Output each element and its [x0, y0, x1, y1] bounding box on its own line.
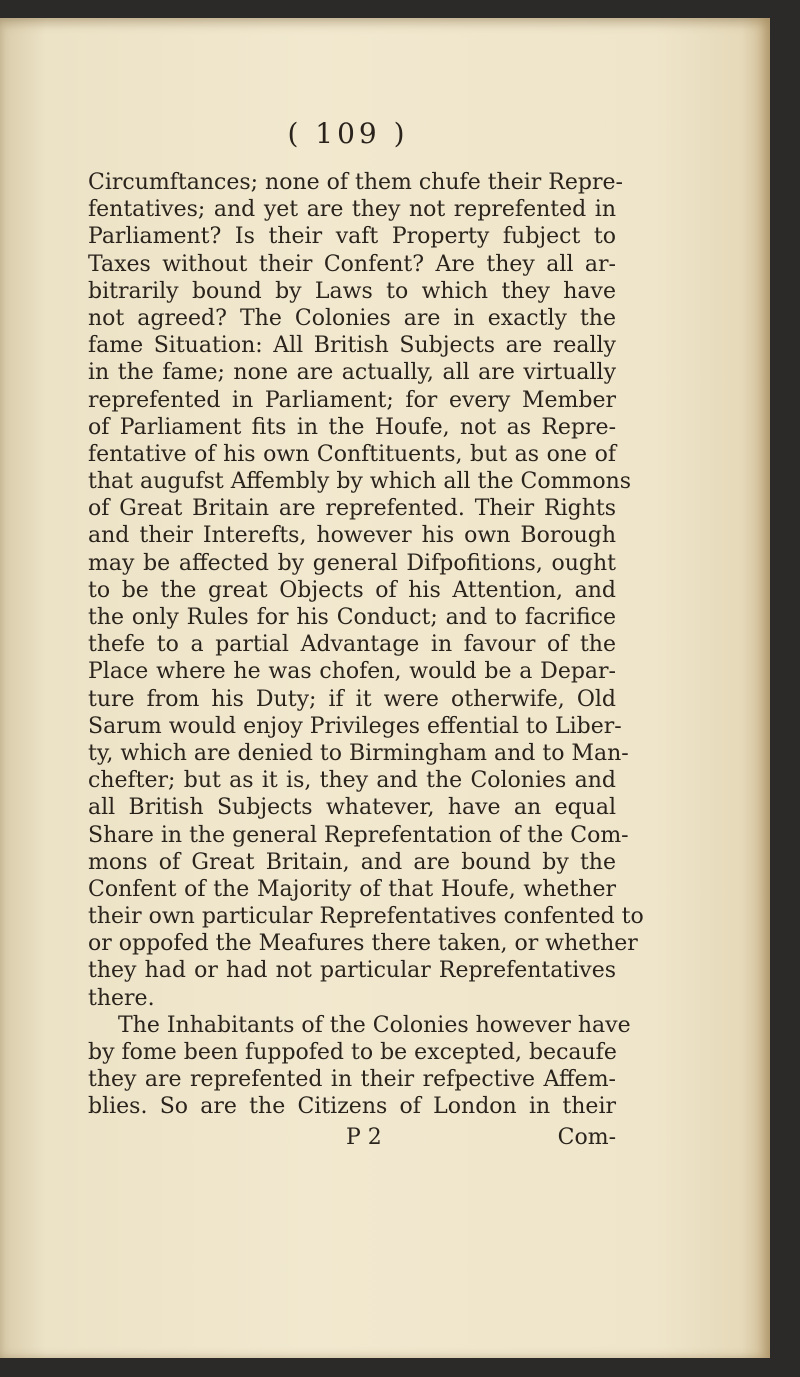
text-line: may be affected by general Difpofitions, ought: [88, 550, 616, 576]
text-line: Confent of the Majority of that Houfe, whether: [88, 876, 616, 902]
signature-mark: P 2: [346, 1124, 382, 1150]
text-line: not agreed? The Colonies are in exactly the: [88, 305, 616, 331]
text-line: or oppofed the Meafures there taken, or whether: [88, 931, 638, 957]
page-number: ( 109 ): [287, 117, 409, 150]
text-line: of Parliament fits in the Houfe, not as Repre-: [88, 414, 616, 440]
text-line: reprefented in Parliament; for every Member: [88, 387, 616, 413]
page-footer: [88, 1123, 616, 1153]
text-line: that augufst Affembly by which all the Commons: [88, 469, 632, 495]
text-line: blies. So are the Citizens of London in their: [88, 1094, 616, 1120]
text-line: Taxes without their Confent? Are they all ar-: [88, 251, 616, 277]
text-line: chefter; but as it is, they and the Colonies and: [88, 768, 616, 794]
text-line: all British Subjects whatever, have an equal: [88, 795, 616, 821]
paragraph-first-line: The Inhabitants of the Colonies however have: [118, 1012, 631, 1038]
text-line: thefe to a partial Advantage in favour of the: [88, 632, 616, 658]
text-line: Place where he was chofen, would be a Depar-: [88, 659, 616, 685]
text-line: mons of Great Britain, and are bound by the: [88, 849, 616, 875]
text-line: to be the great Objects of his Attention, and: [88, 577, 616, 603]
text-line: ty, which are denied to Birmingham and to Man-: [88, 740, 629, 766]
text-line: they had or had not particular Reprefentatives: [88, 958, 616, 984]
text-line: Circumftances; none of them chufe their Repre-: [88, 170, 623, 195]
text-line: Sarum would enjoy Privileges effential to Liber-: [88, 713, 622, 739]
text-line: ture from his Duty; if it were otherwife, Old: [88, 686, 616, 712]
text-line: they are reprefented in their refpective Affem-: [88, 1067, 616, 1093]
text-line: Share in the general Reprefentation of the Com-: [88, 822, 629, 848]
text-line: fentatives; and yet are they not reprefented in: [88, 197, 616, 223]
text-line: bitrarily bound by Laws to which they have: [88, 278, 616, 304]
text-line: in the fame; none are actually, all are virtually: [88, 360, 616, 386]
text-line: their own particular Reprefentatives confented to: [88, 904, 644, 930]
catchword: Com-: [557, 1124, 616, 1150]
text-line: Parliament? Is their vaft Property fubject to: [88, 224, 616, 250]
text-line: fame Situation: All British Subjects are really: [88, 333, 616, 359]
text-line: and their Interefts, however his own Borough: [88, 523, 616, 549]
text-line: by fome been fuppofed to be excepted, becaufe: [88, 1040, 617, 1065]
text-line: of Great Britain are reprefented. Their Rights: [88, 496, 616, 522]
page-text-block: [88, 115, 644, 1153]
text-line: fentative of his own Conftituents, but as one of: [88, 441, 616, 467]
text-line: there.: [88, 985, 155, 1011]
text-line: the only Rules for his Conduct; and to facrifice: [88, 605, 616, 630]
